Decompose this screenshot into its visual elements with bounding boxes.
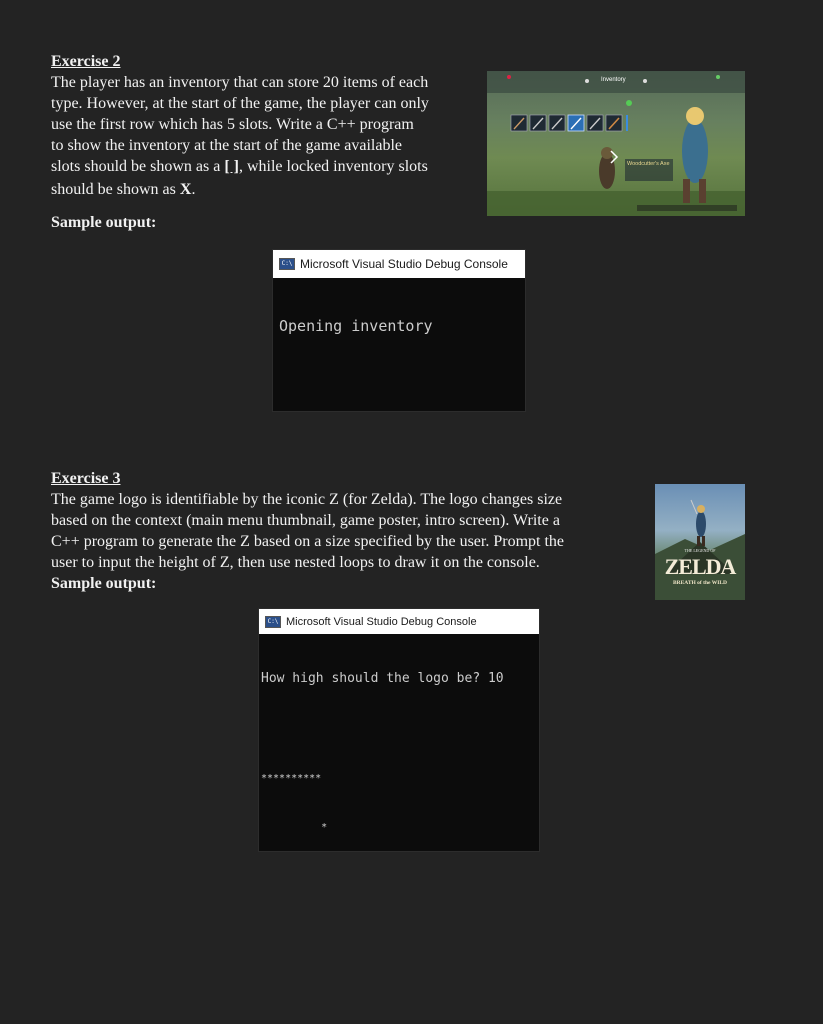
inventory-tab-label: Inventory — [601, 77, 626, 83]
console-line: Opening inventory — [279, 317, 433, 335]
exercise-3-heading: Exercise 3 — [51, 470, 121, 487]
exercise-3-sample-label: Sample output: — [51, 575, 157, 592]
exercise-2-line-3: use the first row which has 5 slots. Write a C++ program — [51, 116, 414, 133]
console-blank-line — [261, 721, 533, 738]
console-title: Microsoft Visual Studio Debug Console — [300, 257, 508, 271]
console-prompt-line: How high should the logo be? 10 — [261, 671, 504, 686]
console-line — [279, 372, 519, 383]
exercise-3-line-3: C++ program to generate the Z based on a size specified by the user. Prompt the — [51, 533, 565, 550]
logo-console-window — [258, 608, 540, 852]
console-titlebar — [259, 609, 539, 634]
exercise-2-paragraph — [51, 72, 481, 200]
console-title: Microsoft Visual Studio Debug Console — [286, 615, 477, 628]
line-5-prefix: slots should be shown as a — [51, 158, 225, 175]
exercise-2-line-2: type. However, at the start of the game, the player can only — [51, 95, 429, 112]
locked-slot-symbol: X — [179, 181, 192, 198]
inventory-console-window — [272, 249, 526, 412]
exercise-2-line-4: to show the inventory at the start of the game available — [51, 137, 402, 154]
exercise-3-line-1: The game logo is identifiable by the iconic Z (for Zelda). The logo changes size — [51, 491, 563, 508]
zelda-logo-text: ZELDA — [664, 554, 736, 579]
exercise-3-paragraph — [51, 489, 643, 573]
line-5-suffix: , while locked inventory slots — [238, 158, 428, 175]
line-6-prefix: should be shown as — [51, 181, 180, 198]
exercise-2-line-6 — [51, 179, 481, 200]
zelda-subtitle-text: BREATH of the WILD — [672, 580, 728, 586]
exercise-2-heading: Exercise 2 — [51, 53, 121, 70]
available-slot-symbol: [ ] — [224, 158, 239, 175]
zelda-poster-image — [655, 484, 745, 600]
exercise-2-line-1: The player has an inventory that can store 20 items of each — [51, 74, 429, 91]
console-app-icon: C:\ — [265, 616, 281, 628]
console-app-icon: C:\ — [279, 258, 295, 270]
line-6-suffix: . — [191, 181, 196, 198]
exercise-3-line-2: based on the context (main menu thumbnail, game poster, intro screen). Write a — [51, 512, 560, 529]
console-titlebar — [273, 250, 525, 278]
exercise-3-line-4: user to input the height of Z, then use nested loops to draw it on the console. — [51, 554, 540, 571]
exercise-2-line-5 — [51, 156, 481, 177]
z-row: ********** — [261, 773, 322, 784]
poster-top-text: THE LEGEND OF — [684, 548, 716, 553]
z-row: * — [273, 821, 328, 833]
console-output — [259, 634, 539, 852]
console-output — [273, 278, 525, 412]
item-name-label: Woodcutter's Axe — [627, 161, 670, 167]
inventory-scene-graphic — [487, 71, 745, 216]
exercise-2-sample-label: Sample output: — [51, 214, 157, 231]
inventory-screenshot — [487, 71, 745, 216]
